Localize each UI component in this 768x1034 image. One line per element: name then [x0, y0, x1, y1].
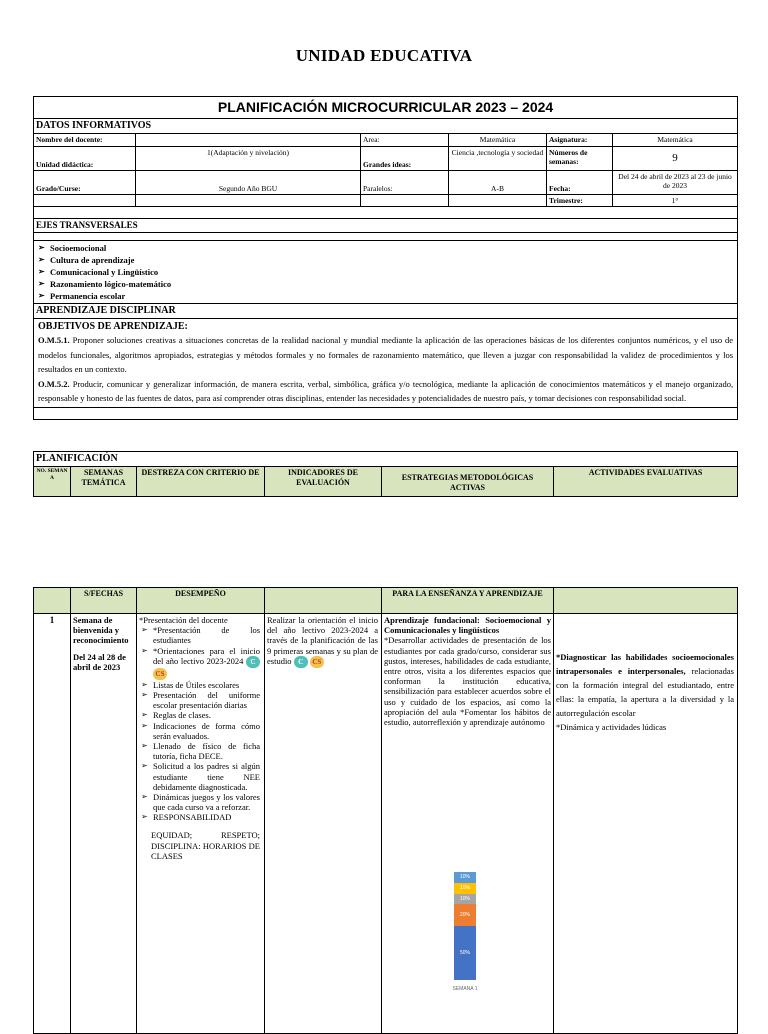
- actividad-rest: relacionadas con la formación integral del estudiantado, entre ellas: la empatía, la apertura a la diversidad y la autorregulación escolar: [556, 666, 734, 718]
- cs-badge-icon: CS: [153, 668, 167, 680]
- eje-item: ➢ Comunicacional y Lingüístico: [38, 266, 733, 278]
- col-destreza: DESTREZA CON CRITERIO DE: [137, 467, 265, 497]
- objetivos-title: OBJETIVOS DE APRENDIZAJE:: [38, 321, 188, 332]
- trimestre-label: Trimestre:: [547, 195, 613, 207]
- indicador-text: Realizar la orientación el inicio del año lectivo 2023-2024 a través de la planificación de las 9 primeras semanas y su plan de estudio: [267, 615, 378, 666]
- planificacion-header-table: [33, 451, 738, 497]
- fecha-value: Del 24 de abril de 2023 al 23 de junio de 2023: [613, 171, 738, 195]
- objective-om1: [38, 333, 733, 377]
- unidad-value: 1(Adaptación y nivelación): [136, 147, 361, 171]
- eje-item: ➢ Socioemocional: [38, 242, 733, 254]
- docente-value: [136, 134, 361, 147]
- desempeno-item: ➢ *Presentación de los estudiantes: [141, 625, 260, 645]
- desempeno-item: ➢ RESPONSABILIDAD: [141, 812, 260, 822]
- objective-om2: [38, 377, 733, 406]
- week-number: 1: [34, 614, 71, 1034]
- datos-title: DATOS INFORMATIVOS: [34, 119, 738, 134]
- col-sfechas: S/FECHAS: [71, 588, 137, 614]
- planificacion-title: PLANIFICACIÓN: [34, 452, 738, 467]
- desempeno-item: ➢ Listas de Útiles escolares: [141, 680, 260, 690]
- semanas-label: Números de semanas:: [547, 147, 613, 171]
- estrategia-text: *Desarrollar actividades de presentación de los estudiantes por cada grado/curso, considerar sus gustos, intereses, habilidades de cada estudiante, entre otros, visita a los diferentes espacios que conforman la institución educativa, sensibilización para establecer acuerdos sobre el uso y cuidado de los espacios, así como la apropiación del aula *Fomentar los hábitos de estudio, autorreflexión y aprendizaje autónomo: [384, 635, 551, 727]
- paralelos-label: Paralelos:: [361, 171, 449, 195]
- ejes-list: [38, 242, 733, 302]
- om1-text: Proponer soluciones creativas a situaciones concretas de la realidad nacional y mundial mediante la aplicación de las operaciones básicas de los diferentes conjuntos numéricos, y el uso de modelos funcionales, algoritmos apropiados, estrategias y métodos formales y no formales de razonamiento matemático, que lleven a juzgar con responsabilidad la validez de procedimientos y los resultados en un contexto.: [38, 335, 734, 374]
- desempeno-item: ➢ Solicitud a los padres si algún estudiante tiene NEE debidamente diagnosticada.: [141, 761, 260, 792]
- col-actividades: ACTIVIDADES EVALUATIVAS: [554, 467, 738, 497]
- desempeno-values: EQUIDAD; RESPETO; DISCIPLINA: HORARIOS DE CLASES: [151, 830, 260, 861]
- disciplinar-title: APRENDIZAJE DISCIPLINAR: [34, 304, 738, 319]
- desempeno-item: ➢ Reglas de clases.: [141, 710, 260, 720]
- docente-label: Nombre del docente:: [34, 134, 136, 147]
- planning-header-table: [33, 96, 738, 420]
- om2-code: O.M.5.2.: [38, 378, 70, 389]
- desempeno-item: ➢ Llenado de físico de ficha tutoría, ficha DECE.: [141, 741, 260, 761]
- week-table: [33, 587, 738, 1034]
- stacked-bar-chart: [454, 872, 476, 980]
- semana-label: Semana de bienvenida y reconocimiento: [73, 615, 129, 646]
- desempeno-item: ➢ Presentación del uniforme escolar presentación diarias: [141, 690, 260, 710]
- grado-label: Grado/Curse:: [34, 171, 136, 195]
- col-estrategias: ESTRATEGIAS METODOLÓGICAS ACTIVAS: [382, 467, 554, 497]
- eje-item: ➢ Razonamiento lógico-matemático: [38, 278, 733, 290]
- cs-badge-icon: CS: [310, 656, 324, 668]
- col-no-semana: NO. SEMAN A: [34, 467, 71, 497]
- bar-segment-seg1: 50%: [454, 926, 476, 980]
- bar-segment-seg2: 20%: [454, 904, 476, 926]
- om2-text: Producir, comunicar y generalizar información, de manera escrita, verbal, simbólica, gráfica y/o tecnológica, mediante la aplicación de conocimientos matemáticos y el manejo organizado, responsable y honesto de las fuentes de datos, para así comprender otras disciplinas, entender las necesidades y potencialidades de nuestro país, y tomar decisiones con responsabilidad social.: [38, 378, 734, 403]
- bar-segment-seg3: 10%: [454, 894, 476, 905]
- fecha-label: Fecha:: [547, 171, 613, 195]
- asignatura-value: Matemática: [613, 134, 738, 147]
- desempeno-intro: *Presentación del docente: [139, 615, 228, 625]
- col-desempeno: DESEMPEÑO: [137, 588, 265, 614]
- ejes-title: EJES TRANSVERSALES: [34, 219, 738, 233]
- col-ensenanza: PARA LA ENSEÑANZA Y APRENDIZAJE: [382, 588, 554, 614]
- desempeno-list: [141, 625, 260, 822]
- desempeno-item: [141, 646, 260, 680]
- fechas-label: Del 24 al 28 de abril de 2023: [73, 651, 126, 672]
- c-badge-icon: C: [246, 656, 260, 668]
- desempeno-item: ➢ Dinámicas juegos y los valores que cada curso va a reforzar.: [141, 792, 260, 812]
- eje-item: ➢ Permanencia escolar: [38, 290, 733, 302]
- eje-item: ➢ Cultura de aprendizaje: [38, 254, 733, 266]
- om1-code: O.M.5.1.: [38, 335, 70, 345]
- desempeno-item-text: *Orientaciones para el inicio del año lectivo 2023-2024: [153, 645, 260, 666]
- grandes-value: Ciencia ,tecnología y sociedad: [449, 147, 547, 171]
- actividad-bold: *Diagnosticar las habilidades socioemocionales intrapersonales e interpersonales,: [556, 652, 734, 676]
- bar-segment-seg5: 10%: [454, 872, 476, 883]
- estrategia-title: Aprendizaje fundacional: Socioemocional y Comunicacionales y lingüísticos: [384, 615, 551, 636]
- chart-category-label: SEMANA 1: [452, 986, 478, 992]
- plan-title: PLANIFICACIÓN MICROCURRICULAR 2023 – 2024: [34, 97, 738, 119]
- bar-segment-seg4: 10%: [454, 883, 476, 894]
- asignatura-label: Asignatura:: [547, 134, 613, 147]
- trimestre-value: 1°: [613, 195, 738, 207]
- col-indicadores: INDICADORES DE EVALUACIÓN: [265, 467, 382, 497]
- desempeno-item: ➢ Indicaciones de forma cómo serán evaluados.: [141, 721, 260, 741]
- actividad-text: [556, 650, 734, 720]
- area-label: Area:: [361, 134, 449, 147]
- paralelos-value: A-B: [449, 171, 547, 195]
- col-semanas-tematica: SEMANAS TEMÁTICA: [71, 467, 137, 497]
- institution-title: UNIDAD EDUCATIVA: [295, 46, 473, 65]
- semanas-value: 9: [613, 147, 738, 171]
- c-badge-icon: C: [294, 656, 308, 668]
- grado-value: Segundo Año BGU: [136, 171, 361, 195]
- area-value: Matemática: [449, 134, 547, 147]
- actividad-text2: *Dinámica y actividades lúdicas: [556, 722, 667, 732]
- grandes-label: Grandes ideas:: [361, 147, 449, 171]
- unidad-label: Unidad didáctica:: [34, 147, 136, 171]
